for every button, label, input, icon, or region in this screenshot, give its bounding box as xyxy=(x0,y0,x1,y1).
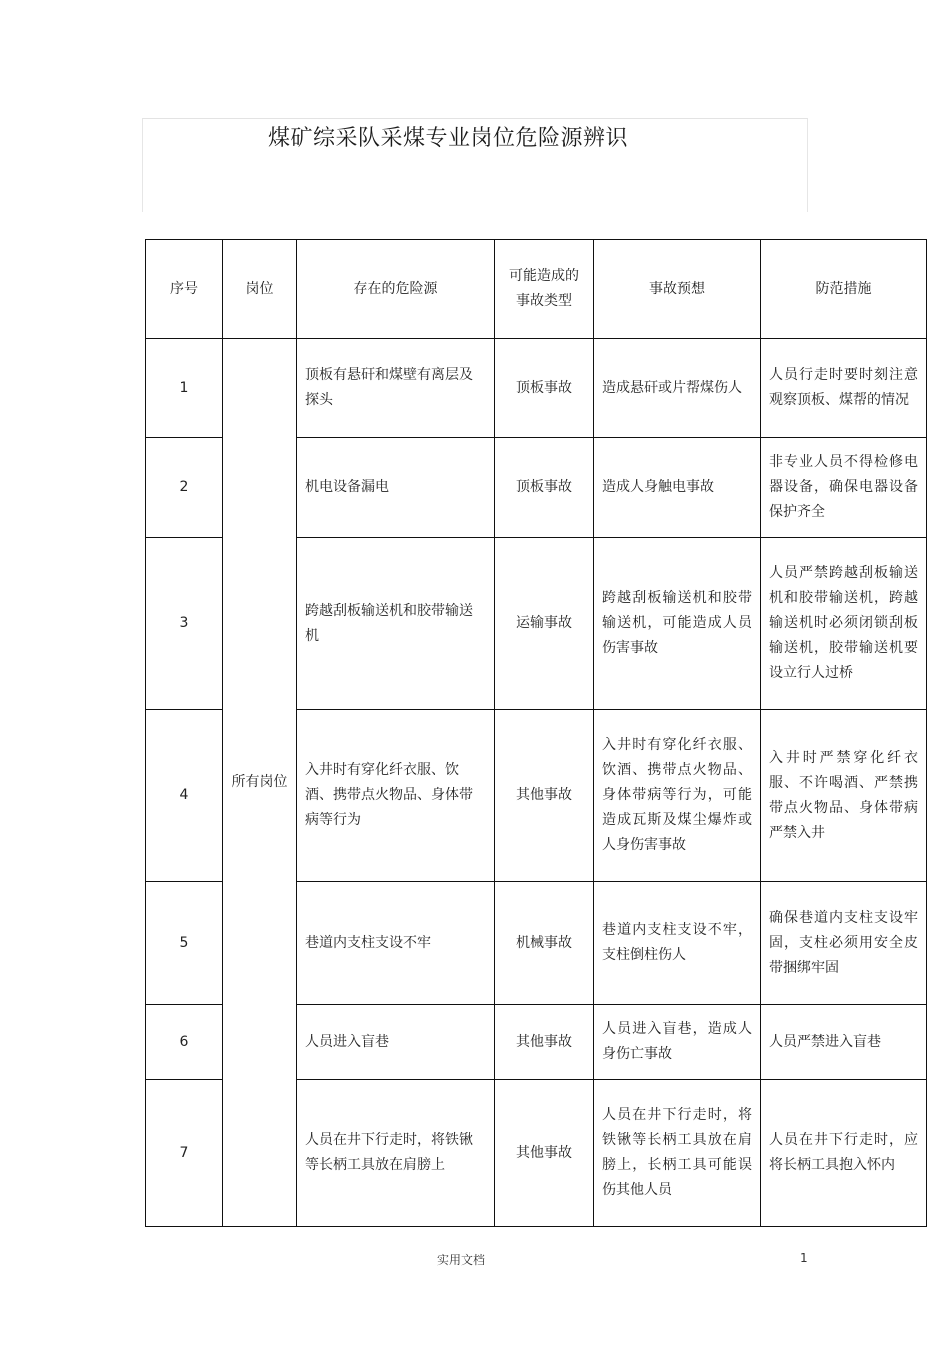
row-hazard: 机电设备漏电 xyxy=(297,438,495,538)
row-type: 顶板事故 xyxy=(495,438,594,538)
row-measures: 非专业人员不得检修电器设备，确保电器设备保护齐全 xyxy=(761,438,927,538)
row-forecast: 造成悬矸或片帮煤伤人 xyxy=(594,339,761,438)
row-no: 5 xyxy=(146,882,223,1005)
hazard-table xyxy=(145,239,927,1227)
row-forecast: 跨越刮板输送机和胶带输送机，可能造成人员伤害事故 xyxy=(594,538,761,710)
row-no: 4 xyxy=(146,710,223,882)
row-type: 机械事故 xyxy=(495,882,594,1005)
header-no: 序号 xyxy=(146,240,223,339)
header-hazard: 存在的危险源 xyxy=(297,240,495,339)
row-type: 其他事故 xyxy=(495,1080,594,1227)
row-forecast: 人员在井下行走时，将铁锹等长柄工具放在肩膀上，长柄工具可能误伤其他人员 xyxy=(594,1080,761,1227)
row-forecast: 入井时有穿化纤衣服、饮酒、携带点火物品、身体带病等行为，可能造成瓦斯及煤尘爆炸或人身伤害事故 xyxy=(594,710,761,882)
post-cell: 所有岗位 xyxy=(223,339,297,1227)
header-post: 岗位 xyxy=(223,240,297,339)
table-header-row xyxy=(146,240,927,339)
row-type: 顶板事故 xyxy=(495,339,594,438)
row-measures: 人员行走时要时刻注意观察顶板、煤帮的情况 xyxy=(761,339,927,438)
row-measures: 确保巷道内支柱支设牢固，支柱必须用安全皮带捆绑牢固 xyxy=(761,882,927,1005)
row-no: 2 xyxy=(146,438,223,538)
page-title: 煤矿综采队采煤专业岗位危险源辨识 xyxy=(268,126,629,151)
row-hazard: 巷道内支柱支设不牢 xyxy=(297,882,495,1005)
row-no: 3 xyxy=(146,538,223,710)
row-no: 7 xyxy=(146,1080,223,1227)
row-hazard: 人员进入盲巷 xyxy=(297,1005,495,1080)
row-hazard: 跨越刮板输送机和胶带输送机 xyxy=(297,538,495,710)
row-measures: 入井时严禁穿化纤衣服、不许喝酒、严禁携带点火物品、身体带病严禁入井 xyxy=(761,710,927,882)
row-no: 1 xyxy=(146,339,223,438)
row-hazard: 顶板有悬矸和煤壁有离层及探头 xyxy=(297,339,495,438)
row-hazard: 人员在井下行走时，将铁锹等长柄工具放在肩膀上 xyxy=(297,1080,495,1227)
row-measures: 人员严禁进入盲巷 xyxy=(761,1005,927,1080)
header-forecast: 事故预想 xyxy=(594,240,761,339)
row-measures: 人员严禁跨越刮板输送机和胶带输送机，跨越输送机时必须闭锁刮板输送机，胶带输送机要设立行人过桥 xyxy=(761,538,927,710)
row-no: 6 xyxy=(146,1005,223,1080)
row-measures: 人员在井下行走时，应将长柄工具抱入怀内 xyxy=(761,1080,927,1227)
page-number: 1 xyxy=(800,1251,808,1265)
row-type: 其他事故 xyxy=(495,710,594,882)
table-row xyxy=(146,339,927,438)
row-forecast: 人员进入盲巷，造成人身伤亡事故 xyxy=(594,1005,761,1080)
row-forecast: 巷道内支柱支设不牢，支柱倒柱伤人 xyxy=(594,882,761,1005)
footer-label: 实用文档 xyxy=(437,1253,486,1267)
row-type: 运输事故 xyxy=(495,538,594,710)
header-accident-type: 可能造成的事故类型 xyxy=(495,240,594,339)
header-measures: 防范措施 xyxy=(761,240,927,339)
row-type: 其他事故 xyxy=(495,1005,594,1080)
row-hazard: 入井时有穿化纤衣服、饮酒、携带点火物品、身体带病等行为 xyxy=(297,710,495,882)
row-forecast: 造成人身触电事故 xyxy=(594,438,761,538)
